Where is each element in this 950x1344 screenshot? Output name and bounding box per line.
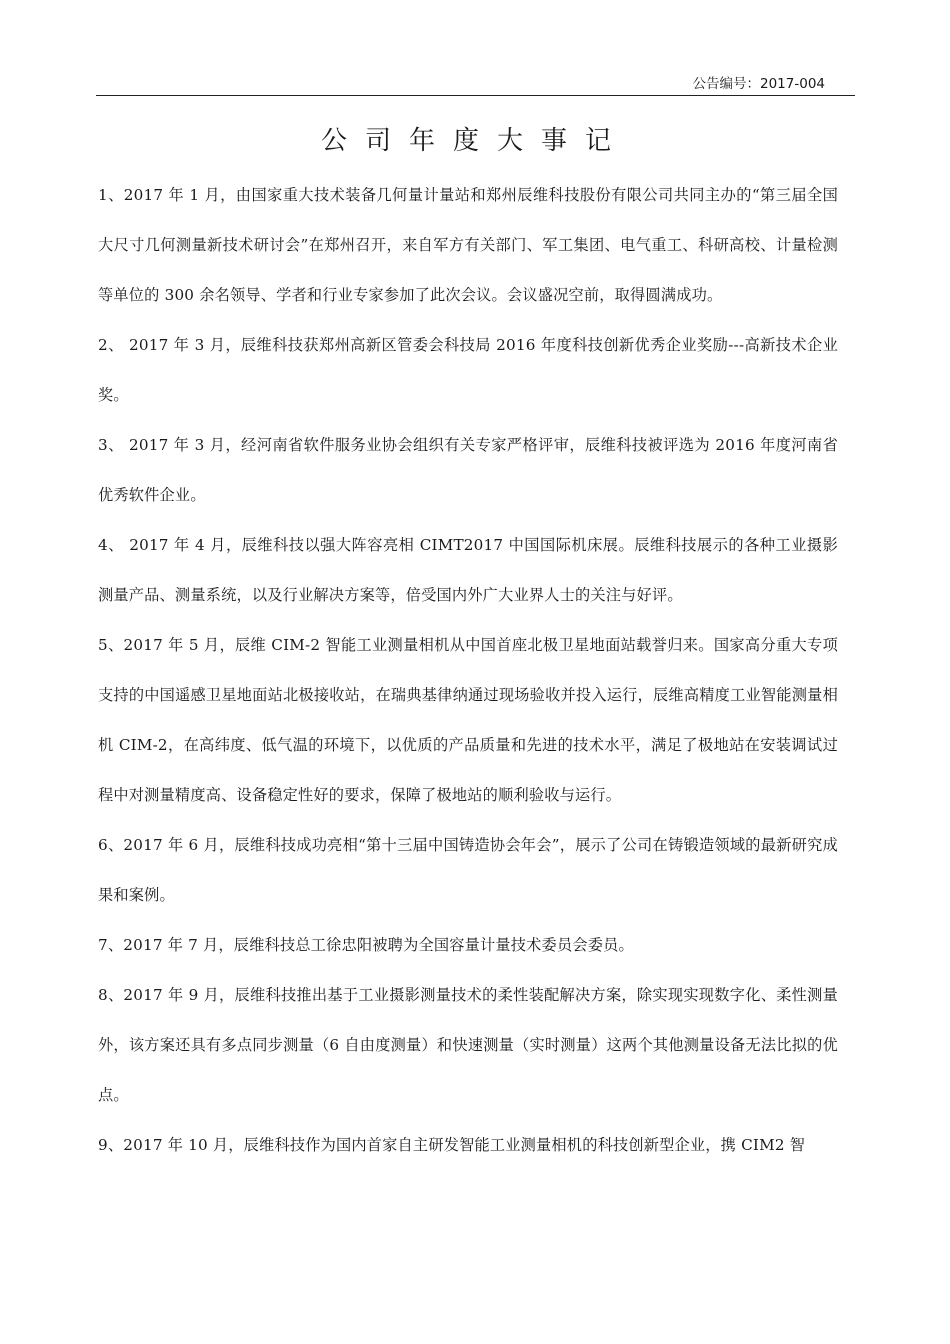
announcement-number: 公告编号：2017-004 [692, 76, 825, 92]
event-item-3: 3、 2017 年 3 月，经河南省软件服务业协会组织有关专家严格评审，辰维科技被评选为 2016 年度河南省优秀软件企业。 [98, 436, 838, 504]
event-item-2: 2、 2017 年 3 月，辰维科技获郑州高新区管委会科技局 2016 年度科技创新优秀企业奖励---高新技术企业奖。 [98, 336, 838, 404]
event-item-1: 1、2017 年 1 月，由国家重大技术装备几何量计量站和郑州辰维科技股份有限公司共同主办的“第三届全国大尺寸几何测量新技术研讨会”在郑州召开，来自军方有关部门、军工集团、电气重工、科研高校、计量检测等单位的 300 余名领导、学者和行业专家参加了此次会议。会议盛况空前，取得圆满成功。 [98, 186, 838, 304]
page-header [96, 64, 855, 96]
event-list [98, 170, 838, 1170]
event-item-9: 9、2017 年 10 月，辰维科技作为国内首家自主研发智能工业测量相机的科技创新型企业，携 CIM2 智 [98, 1136, 806, 1154]
document-title: 公司年度大事记 [320, 126, 629, 156]
event-item-6: 6、2017 年 6 月，辰维科技成功亮相“第十三届中国铸造协会年会”，展示了公司在铸锻造领域的最新研究成果和案例。 [98, 836, 838, 904]
event-item-5: 5、2017 年 5 月，辰维 CIM-2 智能工业测量相机从中国首座北极卫星地面站载誉归来。国家高分重大专项支持的中国遥感卫星地面站北极接收站，在瑞典基律纳通过现场验收并投入运行，辰维高精度工业智能测量相机 CIM-2，在高纬度、低气温的环境下，以优质的产品质量和先进的技术水平，满足了极地站在安装调试过程中对测量精度高、设备稳定性好的要求，保障了极地站的顺利验收与运行。 [98, 636, 838, 804]
event-item-8: 8、2017 年 9 月，辰维科技推出基于工业摄影测量技术的柔性装配解决方案，除实现实现数字化、柔性测量外，该方案还具有多点同步测量（6 自由度测量）和快速测量（实时测量）这两个其他测量设备无法比拟的优点。 [98, 986, 838, 1104]
event-item-7: 7、2017 年 7 月，辰维科技总工徐忠阳被聘为全国容量计量技术委员会委员。 [98, 936, 634, 954]
event-item-4: 4、 2017 年 4 月，辰维科技以强大阵容亮相 CIMT2017 中国国际机床展。辰维科技展示的各种工业摄影测量产品、测量系统，以及行业解决方案等，倍受国内外广大业界人士的关注与好评。 [98, 536, 838, 604]
